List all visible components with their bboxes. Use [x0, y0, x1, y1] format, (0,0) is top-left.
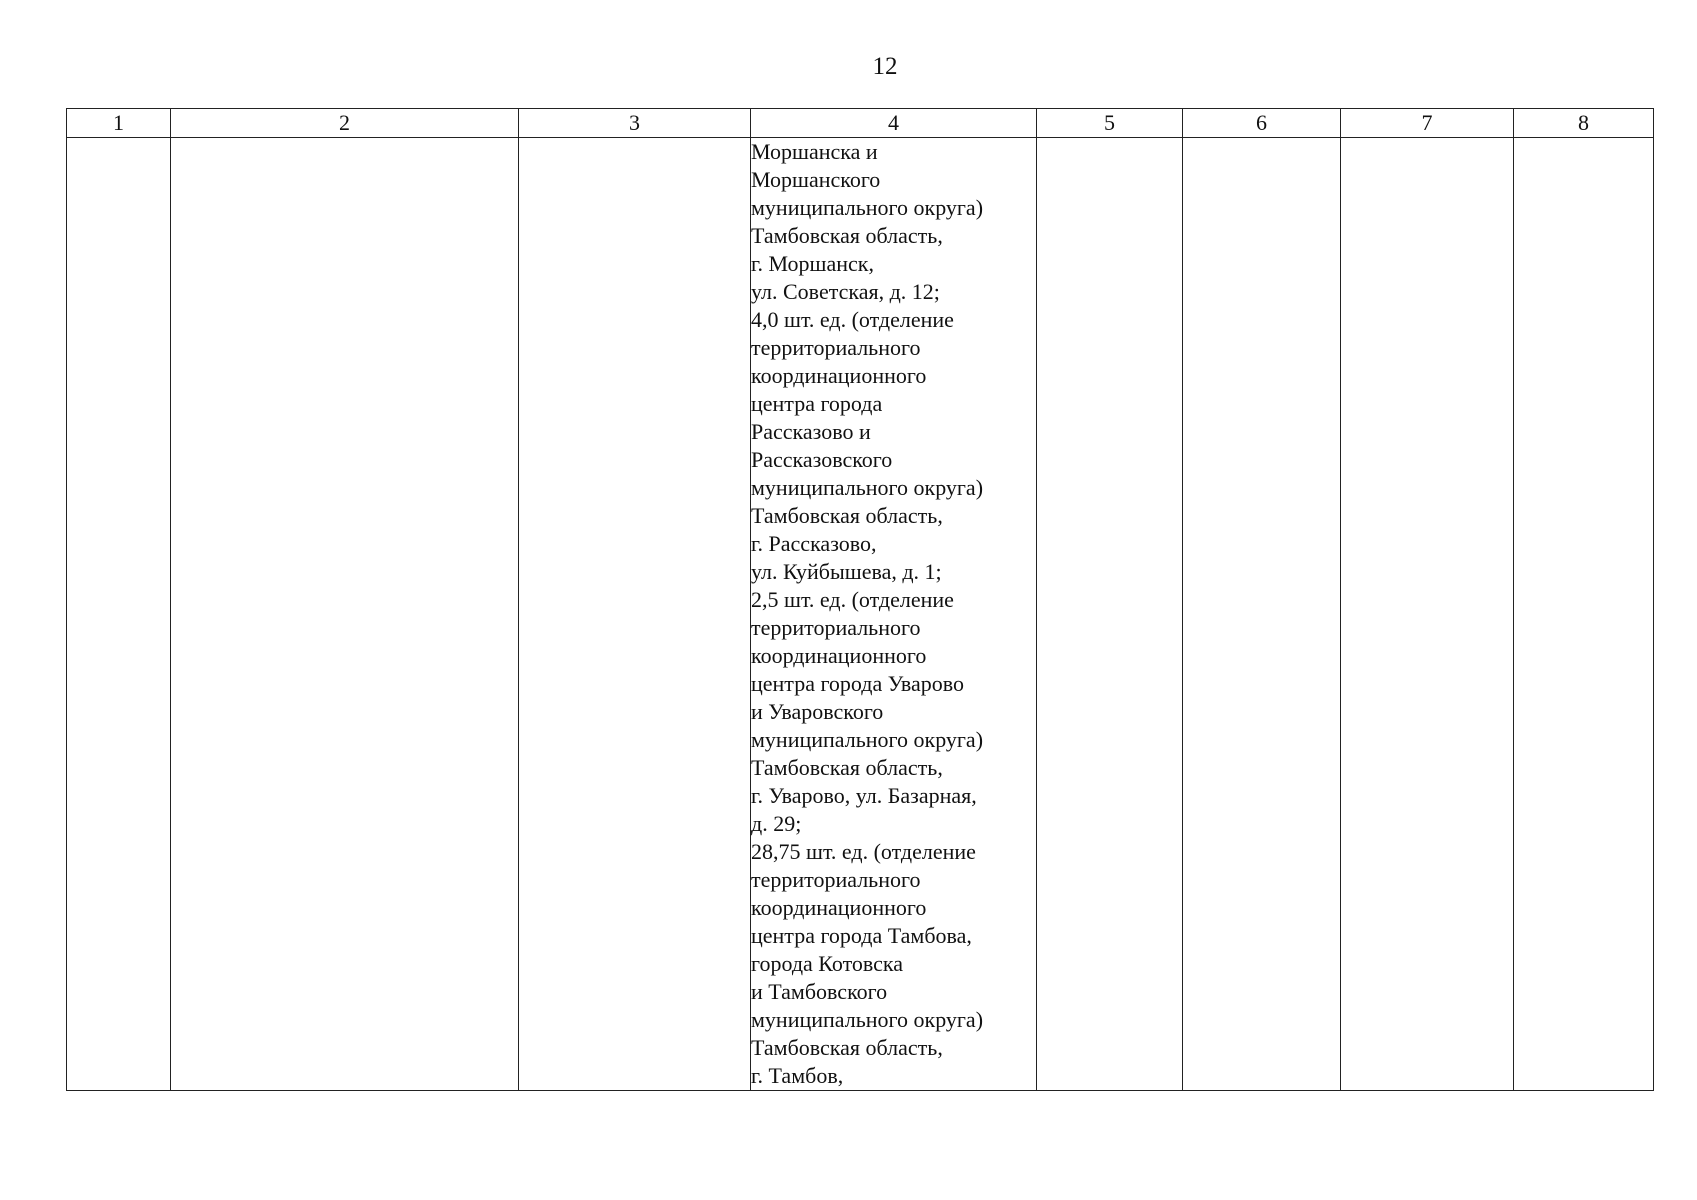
cell-text-line: Рассказово и — [751, 419, 871, 444]
cell-text-line: д. 29; — [751, 811, 802, 836]
header-row — [67, 109, 1654, 138]
document-table — [66, 108, 1654, 1091]
cell-col-5 — [1037, 138, 1183, 1091]
cell-text-line: 4,0 шт. ед. (отделение — [751, 307, 954, 332]
cell-col-2 — [171, 138, 519, 1091]
cell-col-1 — [67, 138, 171, 1091]
column-header-1: 1 — [67, 109, 171, 138]
cell-text-line: и Уваровского — [751, 699, 884, 724]
cell-text-line: Моршанского — [751, 167, 881, 192]
cell-text-line: г. Уварово, ул. Базарная, — [751, 783, 977, 808]
cell-text-line: центра города Тамбова, — [751, 923, 972, 948]
column-header-5: 5 — [1037, 109, 1183, 138]
cell-col-8 — [1514, 138, 1654, 1091]
cell-text-line: г. Тамбов, — [751, 1063, 844, 1088]
cell-text-line: территориального — [751, 615, 921, 640]
cell-text-line: Тамбовская область, — [751, 755, 943, 780]
cell-col-7 — [1341, 138, 1514, 1091]
cell-col-4 — [751, 138, 1037, 1091]
cell-text-line: территориального — [751, 867, 921, 892]
cell-text-line: центра города Уварово — [751, 671, 964, 696]
cell-text-line: координационного — [751, 363, 927, 388]
cell-text-line: муниципального округа) — [751, 727, 984, 752]
cell-text-line: города Котовска — [751, 951, 904, 976]
cell-text-line: Тамбовская область, — [751, 503, 943, 528]
cell-text-line: ул. Куйбышева, д. 1; — [751, 559, 942, 584]
cell-text-line: ул. Советская, д. 12; — [751, 279, 940, 304]
cell-text-line: Рассказовского — [751, 447, 893, 472]
column-header-8: 8 — [1514, 109, 1654, 138]
cell-text-line: и Тамбовского — [751, 979, 888, 1004]
cell-text-line: муниципального округа) — [751, 1007, 984, 1032]
page-number: 12 — [872, 53, 898, 80]
cell-text-line: координационного — [751, 895, 927, 920]
column-header-6: 6 — [1183, 109, 1341, 138]
column-header-4: 4 — [751, 109, 1037, 138]
cell-text-line: г. Моршанск, — [751, 251, 874, 276]
cell-text-line: 28,75 шт. ед. (отделение — [751, 839, 976, 864]
cell-text-line: муниципального округа) — [751, 475, 984, 500]
cell-text-line: г. Рассказово, — [751, 531, 877, 556]
cell-text-line: Моршанска и — [751, 139, 878, 164]
column-header-3: 3 — [519, 109, 751, 138]
cell-text-line: 2,5 шт. ед. (отделение — [751, 587, 954, 612]
column-header-7: 7 — [1341, 109, 1514, 138]
cell-col-6 — [1183, 138, 1341, 1091]
cell-text-line: координационного — [751, 643, 927, 668]
table-row — [67, 138, 1654, 1091]
cell-text-line: муниципального округа) — [751, 195, 984, 220]
cell-text-line: центра города — [751, 391, 883, 416]
cell-text-line: территориального — [751, 335, 921, 360]
cell-text-line: Тамбовская область, — [751, 1035, 943, 1060]
cell-col-3 — [519, 138, 751, 1091]
column-header-2: 2 — [171, 109, 519, 138]
cell-text-line: Тамбовская область, — [751, 223, 943, 248]
